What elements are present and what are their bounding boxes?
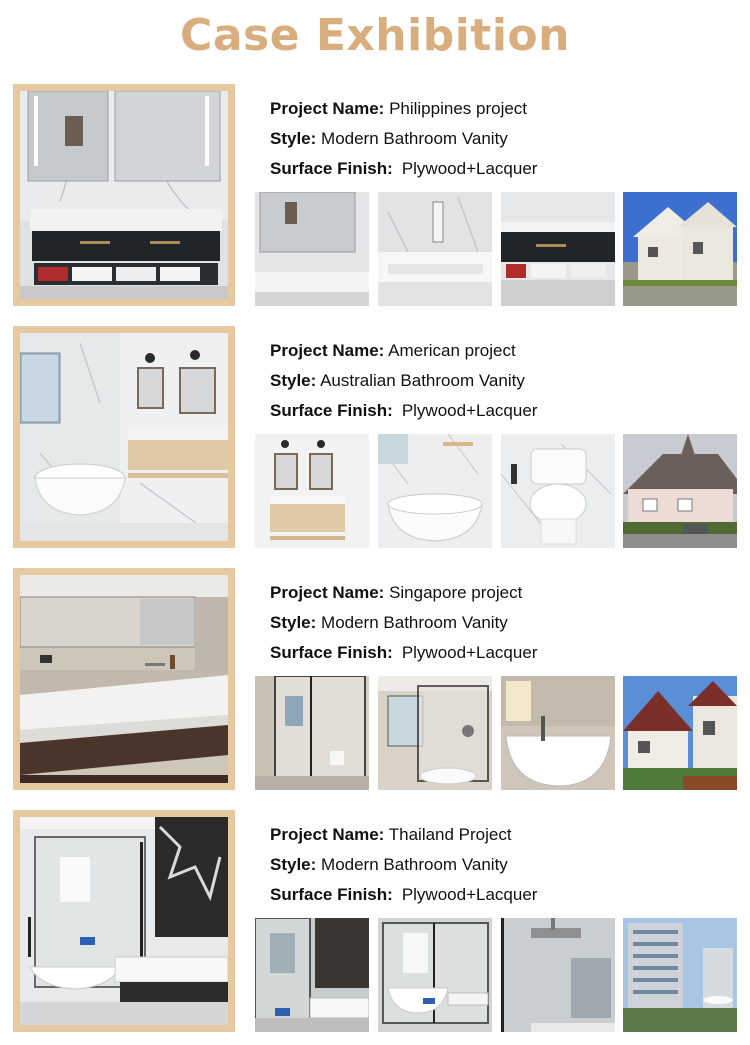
style-value: Modern Bathroom Vanity [321, 613, 508, 632]
project-name-value: Philippines project [389, 99, 528, 118]
main-photo-frame [13, 810, 235, 1032]
project-card [0, 84, 750, 310]
style-line [270, 850, 537, 880]
project-card [0, 810, 750, 1036]
project-name-label: Project Name: [270, 99, 385, 118]
thumbnail-gallery [255, 676, 737, 790]
project-name-label: Project Name: [270, 341, 385, 360]
thumbnail-gallery [255, 918, 737, 1032]
project-name-value: American project [388, 341, 516, 360]
surface-finish-label: Surface Finish: [270, 643, 393, 662]
main-photo-frame [13, 568, 235, 790]
main-project-photo [20, 91, 228, 299]
project-name-line [270, 336, 537, 366]
project-thumbnail[interactable] [501, 676, 615, 790]
thumbnail-gallery [255, 434, 737, 548]
surface-finish-value: Plywood+Lacquer [401, 885, 538, 904]
surface-finish-label: Surface Finish: [270, 159, 393, 178]
style-value: Australian Bathroom Vanity [320, 371, 525, 390]
style-line [270, 124, 537, 154]
main-photo-frame [13, 326, 235, 548]
project-name-label: Project Name: [270, 583, 385, 602]
project-info [270, 94, 537, 184]
surface-finish-line [270, 396, 537, 426]
main-project-photo [20, 575, 228, 783]
style-label: Style: [270, 371, 317, 390]
project-card [0, 326, 750, 552]
project-thumbnail[interactable] [623, 192, 737, 306]
project-name-value: Singapore project [389, 583, 523, 602]
project-thumbnail[interactable] [623, 918, 737, 1032]
main-photo-frame [13, 84, 235, 306]
project-thumbnail[interactable] [378, 434, 492, 548]
project-thumbnail[interactable] [378, 918, 492, 1032]
project-thumbnail[interactable] [623, 676, 737, 790]
style-label: Style: [270, 129, 317, 148]
main-project-photo [20, 333, 228, 541]
project-thumbnail[interactable] [378, 192, 492, 306]
style-line [270, 366, 537, 396]
project-thumbnail[interactable] [255, 192, 369, 306]
main-project-photo [20, 817, 228, 1025]
thumbnail-gallery [255, 192, 737, 306]
project-thumbnail[interactable] [501, 192, 615, 306]
project-name-value: Thailand Project [388, 825, 512, 844]
project-name-label: Project Name: [270, 825, 385, 844]
surface-finish-label: Surface Finish: [270, 401, 393, 420]
project-info [270, 578, 537, 668]
surface-finish-line [270, 154, 537, 184]
project-thumbnail[interactable] [501, 434, 615, 548]
surface-finish-line [270, 638, 537, 668]
project-card [0, 568, 750, 794]
project-name-line [270, 578, 537, 608]
style-value: Modern Bathroom Vanity [321, 129, 508, 148]
project-thumbnail[interactable] [255, 676, 369, 790]
style-label: Style: [270, 613, 317, 632]
project-info [270, 336, 537, 426]
project-thumbnail[interactable] [501, 918, 615, 1032]
style-line [270, 608, 537, 638]
project-name-line [270, 820, 537, 850]
style-label: Style: [270, 855, 317, 874]
surface-finish-line [270, 880, 537, 910]
surface-finish-value: Plywood+Lacquer [401, 643, 538, 662]
surface-finish-label: Surface Finish: [270, 885, 393, 904]
surface-finish-value: Plywood+Lacquer [401, 401, 538, 420]
project-name-line [270, 94, 537, 124]
project-thumbnail[interactable] [623, 434, 737, 548]
surface-finish-value: Plywood+Lacquer [401, 159, 538, 178]
project-thumbnail[interactable] [378, 676, 492, 790]
project-thumbnail[interactable] [255, 434, 369, 548]
page-title: Case Exhibition [180, 10, 570, 61]
style-value: Modern Bathroom Vanity [321, 855, 508, 874]
project-thumbnail[interactable] [255, 918, 369, 1032]
project-info [270, 820, 537, 910]
